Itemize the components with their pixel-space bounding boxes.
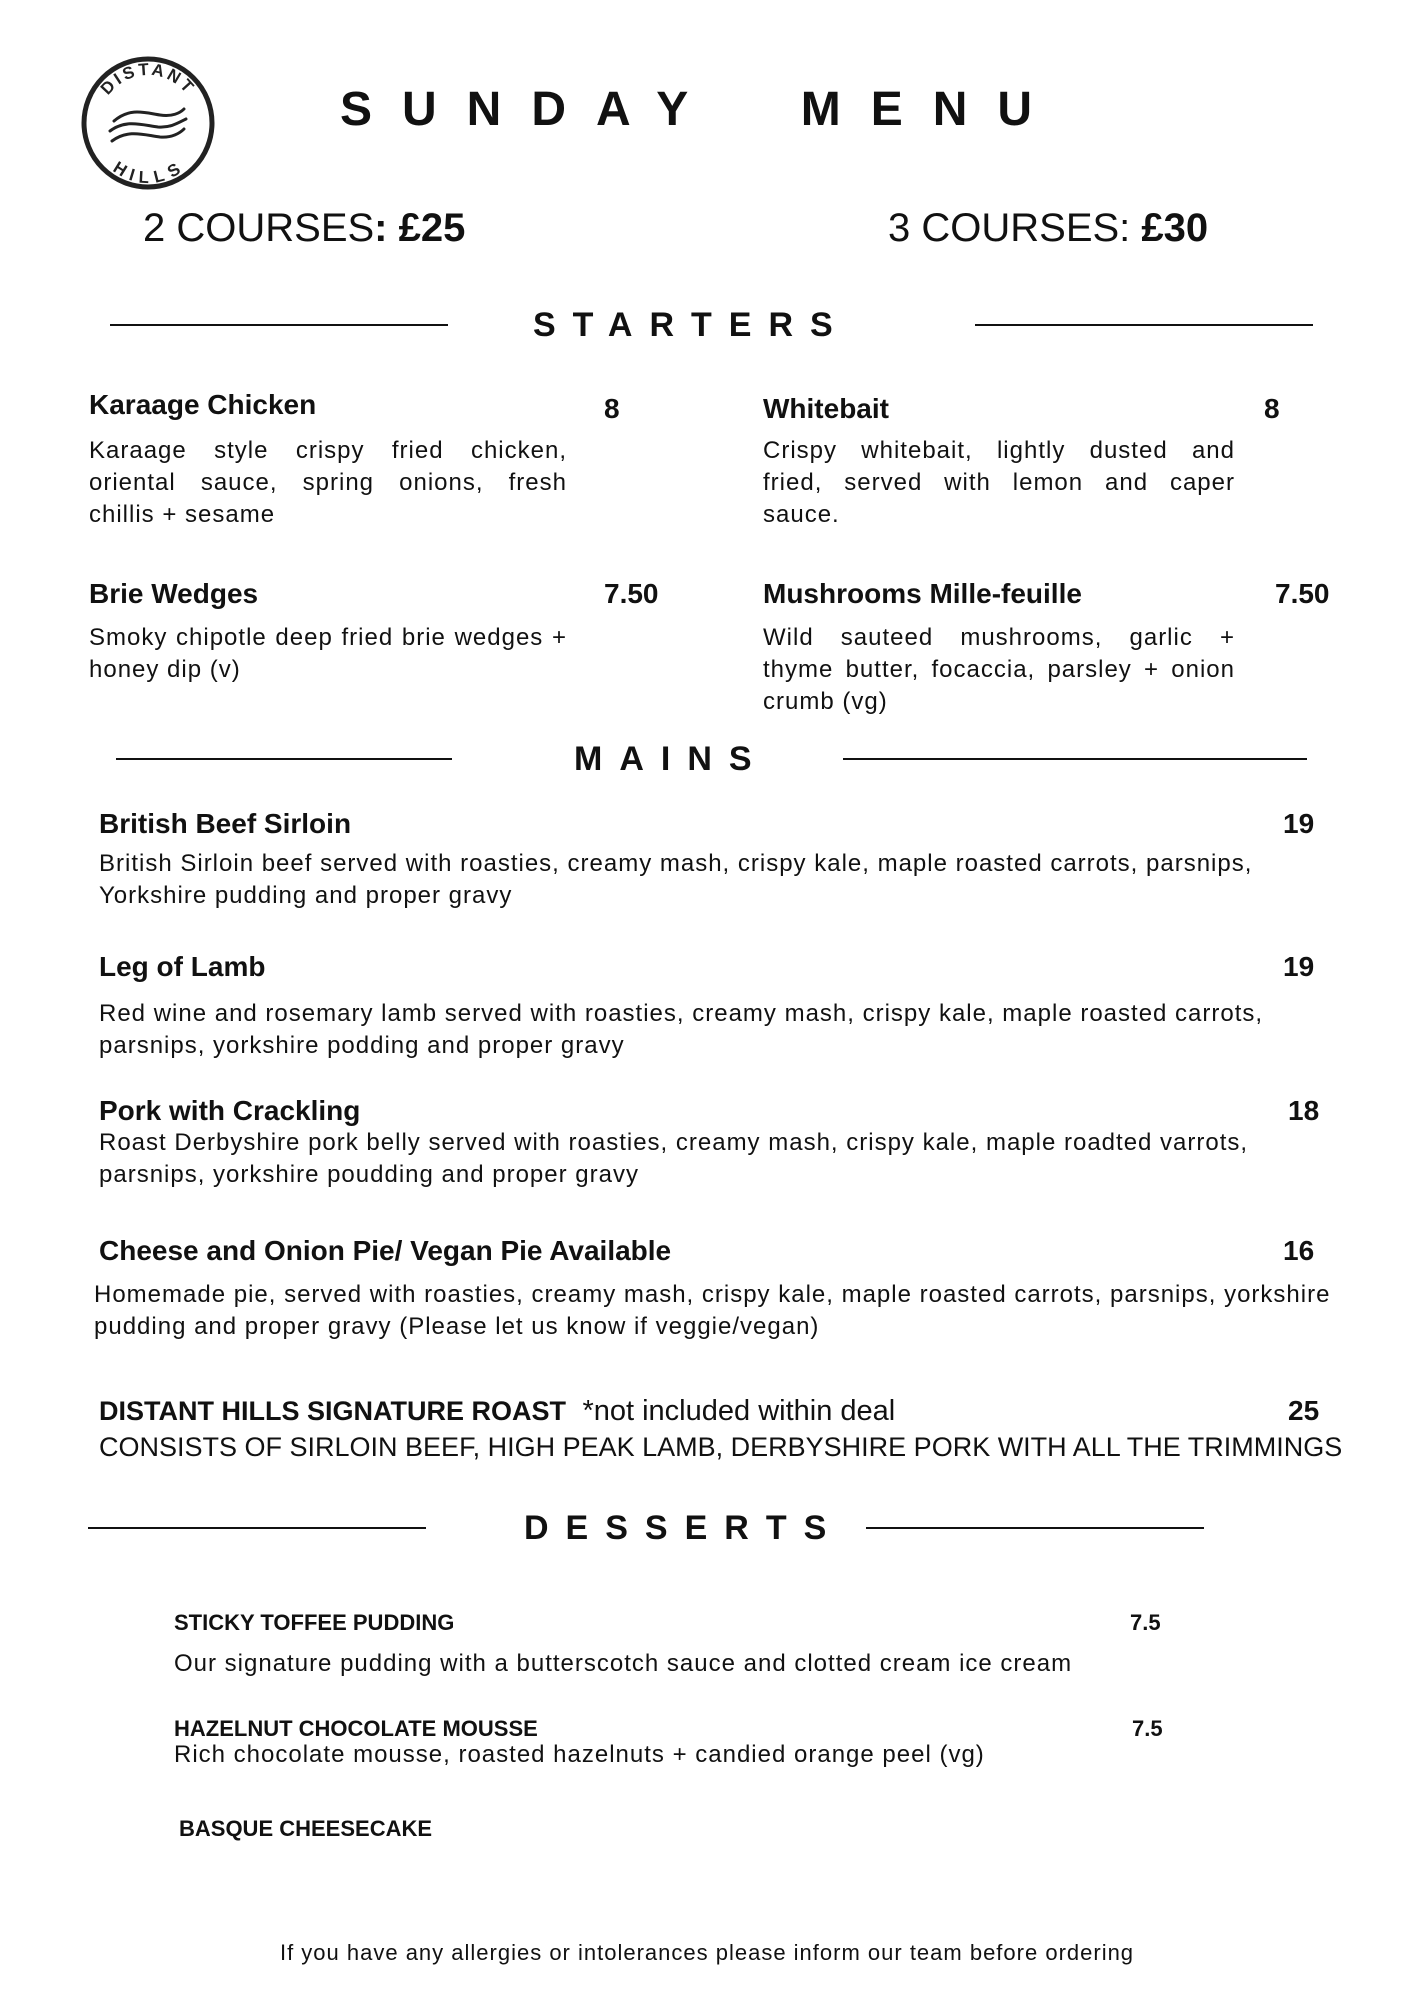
section-divider: [975, 324, 1313, 326]
main-description: Roast Derbyshire pork belly served with roasties, creamy mash, crispy kale, maple roadted varrots, parsnips, yorkshire poudding and proper gravy: [99, 1129, 1249, 1188]
starter-price: 7.50: [1275, 578, 1330, 609]
svg-text:DISTANT: [97, 60, 199, 99]
starter-price: 8: [1264, 393, 1280, 424]
page-title: SUNDAY MENU: [340, 83, 1063, 136]
main-description: Red wine and rosemary lamb served with roasties, creamy mash, crispy kale, maple roasted carrots, parsnips, yorkshire podding and proper gravy: [99, 1000, 1264, 1059]
main-name: Pork with Crackling: [99, 1095, 361, 1126]
three-course-amount: £30: [1141, 206, 1209, 250]
main-price: 19: [1283, 951, 1315, 982]
dessert-price: 7.5: [1130, 1610, 1161, 1635]
section-divider: [88, 1527, 426, 1529]
two-course-label: 2 COURSES: [143, 206, 375, 250]
main-price: 18: [1288, 1095, 1320, 1126]
starter-price: 7.50: [604, 578, 659, 609]
logo-text-bottom: HILLS: [109, 157, 187, 188]
starter-name: Mushrooms Mille-feuille: [763, 578, 1082, 609]
mains-heading: MAINS: [574, 740, 769, 778]
starter-name: Brie Wedges: [89, 578, 259, 609]
dessert-price: 7.5: [1132, 1716, 1163, 1741]
distant-hills-logo: [80, 55, 216, 191]
three-course-label: 3 COURSES:: [888, 206, 1142, 250]
signature-roast-description: CONSISTS OF SIRLOIN BEEF, HIGH PEAK LAMB, DERBYSHIRE PORK WITH ALL THE TRIMMINGS: [99, 1432, 1343, 1462]
section-divider: [866, 1527, 1204, 1529]
main-description: Homemade pie, served with roasties, creamy mash, crispy kale, maple roasted carrots, parsnips, yorkshire pudding and proper gravy (Please let us know if veggie/vegan): [94, 1281, 1331, 1340]
starter-name: Whitebait: [763, 393, 889, 424]
section-divider: [110, 324, 448, 326]
signature-roast-price: 25: [1288, 1395, 1320, 1426]
dessert-description: Our signature pudding with a butterscotch sauce and clotted cream ice cream: [174, 1650, 1073, 1677]
main-name: British Beef Sirloin: [99, 808, 352, 839]
main-name: Cheese and Onion Pie/ Vegan Pie Available: [99, 1235, 672, 1266]
allergy-notice: If you have any allergies or intolerances please inform our team before ordering: [279, 1940, 1135, 1965]
starter-name: Karaage Chicken: [89, 389, 317, 420]
signature-roast-name: DISTANT HILLS SIGNATURE ROAST: [99, 1396, 566, 1426]
signature-roast-title: [99, 1395, 895, 1428]
section-divider: [843, 758, 1307, 760]
starter-description: Wild sauteed mushrooms, garlic + thyme butter, focaccia, parsley + onion crumb (vg): [763, 624, 1235, 715]
two-course-price: [143, 206, 465, 251]
three-course-price: [888, 206, 1208, 251]
starter-description: Crispy whitebait, lightly dusted and fried, served with lemon and caper sauce.: [763, 437, 1235, 528]
dessert-name: BASQUE CHEESECAKE: [179, 1816, 433, 1841]
logo: [80, 55, 216, 191]
main-price: 19: [1283, 808, 1315, 839]
signature-roast-note: *not included within deal: [582, 1395, 896, 1427]
starter-description: Smoky chipotle deep fried brie wedges + honey dip (v): [89, 624, 567, 683]
starter-description: Karaage style crispy fried chicken, oriental sauce, spring onions, fresh chillis + sesame: [89, 437, 567, 528]
section-divider: [116, 758, 452, 760]
logo-text-top: DISTANT: [96, 59, 200, 99]
dessert-name: STICKY TOFFEE PUDDING: [174, 1610, 455, 1635]
main-description: British Sirloin beef served with roasties, creamy mash, crispy kale, maple roasted carrots, parsnips, Yorkshire pudding and proper gravy: [99, 850, 1253, 909]
rolling-hills-icon: [110, 109, 186, 141]
dessert-description: Rich chocolate mousse, roasted hazelnuts + candied orange peel (vg): [174, 1741, 985, 1768]
two-course-amount: : £25: [374, 206, 466, 250]
starters-heading: STARTERS: [533, 306, 850, 344]
main-name: Leg of Lamb: [99, 951, 266, 982]
starter-price: 8: [604, 393, 620, 424]
desserts-heading: DESSERTS: [524, 1509, 844, 1547]
main-price: 16: [1283, 1235, 1315, 1266]
dessert-name: HAZELNUT CHOCOLATE MOUSSE: [174, 1716, 538, 1741]
